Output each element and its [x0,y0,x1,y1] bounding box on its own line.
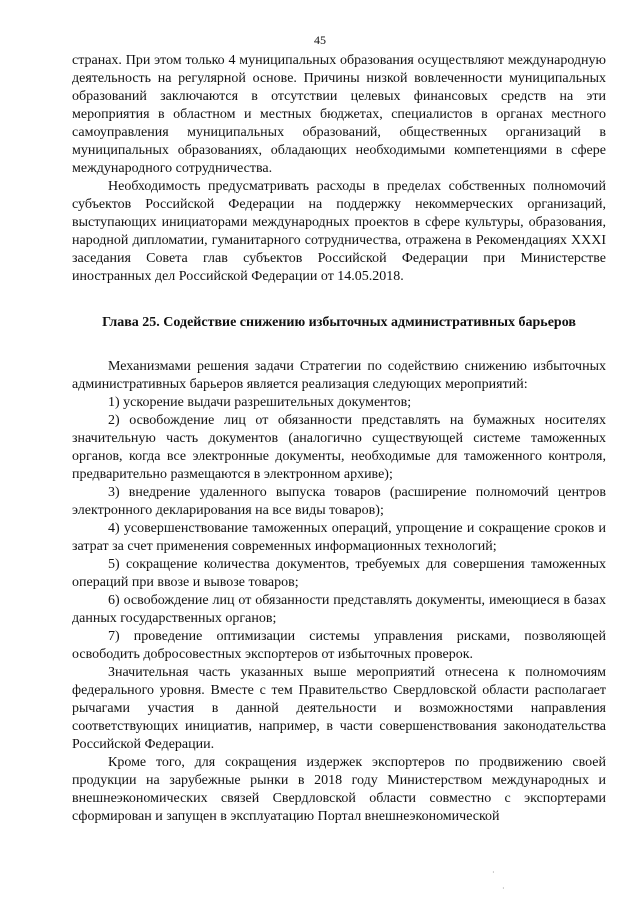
paragraph-export-portal: Кроме того, для сокращения издержек экспортеров по продвижению своей продукции на зарубежные рынки в 2018 году Министерством международных и внешнеэкономических связей Свердловской области совместно с экспортерами сформирован и запущен в эксплуатацию Портал внешнеэкономической [72,755,606,824]
page-number: 45 [314,33,326,47]
list-item: 1) ускорение выдачи разрешительных документов; [108,395,412,410]
paragraph-expenses: Необходимость предусматривать расходы в пределах собственных полномочий субъектов Российской Федерации на поддержку некоммерческих организаций, выступающих инициаторами международных проектов в сфере культуры, образования, народной дипломатии, гуманитарного сотрудничества, отражена в Рекомендациях XXXI заседания Совета глав субъектов Российской Федерации при Министерстве иностранных дел Российской Федерации от 14.05.2018. [72,179,606,284]
scan-speck: · [502,884,505,893]
list-item: 4) усовершенствование таможенных операций, упрощение и сокращение сроков и затрат за счет применения современных информационных технологий; [72,521,606,554]
list-item: 2) освобождение лиц от обязанности представлять на бумажных носителях значительную часть документов (аналогично существующей системе таможенных органов, когда все электронные документы, необходимые для таможенного контроля, предварительно размещаются в электронном архиве); [72,413,606,482]
scan-speck: · [492,868,495,877]
list-item: 3) внедрение удаленного выпуска товаров (расширение полномочий центров электронного декларирования на все виды товаров); [72,485,606,518]
list-item: 5) сокращение количества документов, требуемых для совершения таможенных операций при ввозе и вывозе товаров; [72,557,606,590]
paragraph-federal-level: Значительная часть указанных выше мероприятий отнесена к полномочиям федерального уровня. Вместе с тем Правительство Свердловской области располагает рычагами участия в данной деятельности и возможностями направления соответствующих инициатив, например, в части совершенствования законодательства Российской Федерации. [72,665,606,752]
list-item: 6) освобождение лиц от обязанности представлять документы, имеющиеся в базах данных государственных органов; [72,593,606,626]
paragraph-continuation: странах. При этом только 4 муниципальных образования осуществляют международную деятельность на регулярной основе. Причины низкой вовлеченности муниципальных образований заключаются в отсутствии целевых финансовых средств на эти мероприятия в областном и местных бюджетах, специалистов в органах местного самоуправления муниципальных образований, общественных организаций в муниципальных образованиях, обладающих необходимыми компетенциями в сфере международного сотрудничества. [72,53,606,176]
document-body [72,52,606,826]
chapter-title: Глава 25. Содействие снижению избыточных административных барьеров [102,315,576,330]
list-item: 7) проведение оптимизации системы управления рисками, позволяющей освободить добросовестных экспортеров от избыточных проверок. [72,629,606,662]
paragraph-intro: Механизмами решения задачи Стратегии по содействию снижению избыточных административных барьеров является реализация следующих мероприятий: [72,359,606,392]
